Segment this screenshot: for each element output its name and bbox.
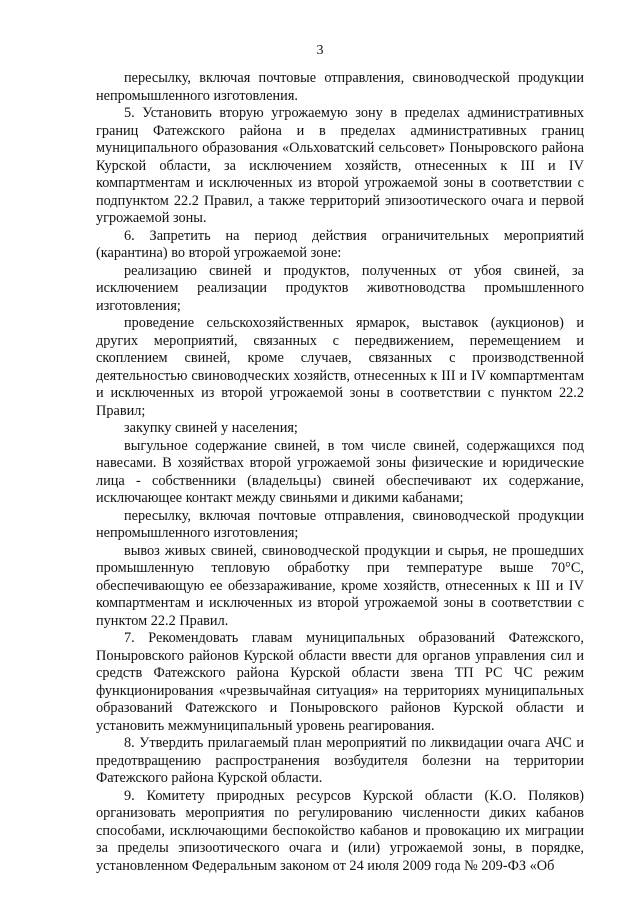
subparagraph-export-live-pigs: вывоз живых свиней, свиноводческой продукции и сырья, не прошедших промышленную тепловую обработку при температуре выше 70°С, обеспечивающую ее обеззараживание, кроме хозяйств, отнесенных к III и IV компартментам и исключенных из второй угрожаемой зоны в соответствии с пунктом 22.2 Правил.: [96, 542, 584, 629]
paragraph-item-8: 8. Утвердить прилагаемый план мероприятий по ликвидации очага АЧС и предотвращению распространения возбудителя болезни на территории Фатежского района Курской области.: [96, 735, 584, 786]
subparagraph-postal-shipment: пересылку, включая почтовые отправления, свиноводческой продукции непромышленного изготовления;: [96, 507, 584, 541]
paragraph-item-9: 9. Комитету природных ресурсов Курской области (К.О. Поляков) организовать мероприятия по регулированию численности диких кабанов способами, исключающими беспокойство кабанов и провокацию их миграции за пределы эпизоотического очага и (или) угрожаемой зоны, в порядке, установленном Федеральным законом от 24 июля 2009 года № 209-ФЗ «Об: [96, 787, 584, 874]
document-body: [96, 70, 584, 875]
subparagraph-fairs-exhibitions: проведение сельскохозяйственных ярмарок, выставок (аукционов) и других мероприятий, связанных с передвижением, перемещением и скоплением свиней, кроме случаев, связанных с производственной деятельностью свиноводческих хозяйств, отнесенных к III и IV компартментам и исключенных из второй угрожаемой зоны в соответствии с пунктом 22.2 Правил;: [96, 315, 584, 419]
paragraph-continuation: пересылку, включая почтовые отправления, свиноводческой продукции непромышленного изготовления.: [96, 70, 584, 104]
page-number: 3: [316, 43, 324, 58]
paragraph-item-6: 6. Запретить на период действия ограничительных мероприятий (карантина) во второй угрожаемой зоне:: [96, 227, 584, 261]
paragraph-item-7: 7. Рекомендовать главам муниципальных образований Фатежского, Поныровского районов Курской области ввести для органов управления сил и средств Фатежского района Курской области звена ТП РС ЧС режим функционирования «чрезвычайная ситуация» на территориях муниципальных образований Фатежского и Поныровского районов Курской области и установить межмуниципальный уровень реагирования.: [96, 630, 584, 734]
paragraph-item-5: 5. Установить вторую угрожаемую зону в пределах административных границ Фатежского района и в пределах административных границ муниципального образования «Ольховатский сельсовет» Поныровского района Курской области, за исключением хозяйств, отнесенных к III и IV компартментам и исключенных из второй угрожаемой зоны в соответствии с подпунктом 22.2 Правил, а также территорий эпизоотического очага и первой угрожаемой зоны.: [96, 105, 584, 226]
subparagraph-purchase-from-population: закупку свиней у населения;: [124, 420, 298, 436]
subparagraph-free-range-keeping: выгульное содержание свиней, в том числе свиней, содержащихся под навесами. В хозяйствах второй угрожаемой зоны физические и юридические лица - собственники (владельцы) свиней обеспечивают их содержание, исключающее контакт между свиньями и дикими кабанами;: [96, 437, 584, 506]
subparagraph-sale-of-pigs: реализацию свиней и продуктов, полученных от убоя свиней, за исключением реализации продуктов животноводства промышленного изготовления;: [96, 262, 584, 314]
